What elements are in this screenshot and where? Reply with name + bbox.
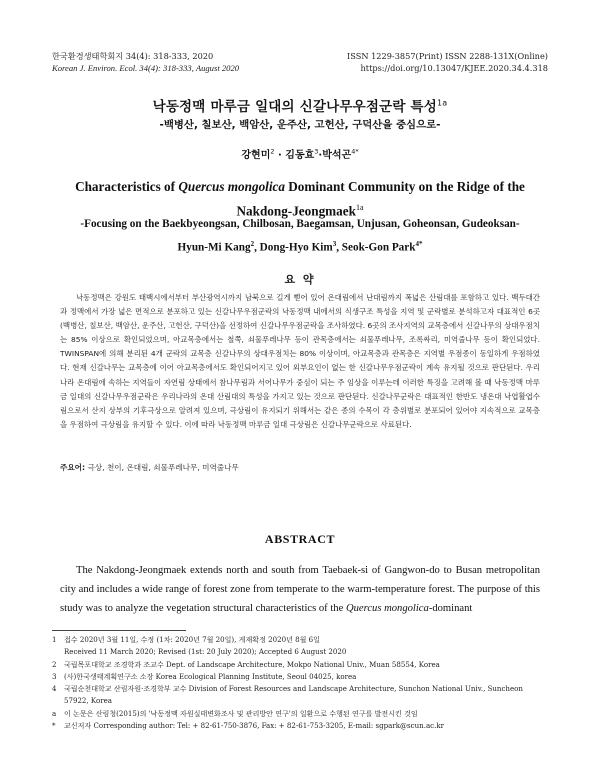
- title-kr-main: 낙동정맥 마루금 일대의 신갈나무우점군락 특성: [152, 99, 437, 115]
- footnotes: [52, 634, 548, 732]
- author-en-2: Dong-Hyo Kim: [259, 241, 333, 254]
- author-kr-1-sup: 2: [270, 147, 275, 156]
- footnote-mark: a: [52, 708, 57, 718]
- author-kr-2: 김동효: [285, 150, 315, 161]
- journal-kr-line: 한국환경생태학회지 34(4): 318-333, 2020: [52, 51, 214, 61]
- journal-en-line: Korean J. Environ. Ecol. 34(4): 318-333, August 2020: [52, 63, 240, 73]
- footnote-text: (사)한국생태계획연구소 소장 Korea Ecological Planning Institute, Seoul 04025, korea: [64, 671, 357, 681]
- footnote-mark: 4: [52, 684, 57, 694]
- authors-kr: [40, 146, 560, 161]
- abstract-en-species: Quercus mongolica: [345, 603, 429, 614]
- abstract-en-body: [60, 561, 540, 618]
- keywords-label: 주요어:: [60, 463, 86, 472]
- footnote-item: [52, 708, 548, 720]
- author-en-1-sup: 2: [250, 240, 255, 248]
- author-en-3: Seok-Gon Park: [341, 241, 416, 254]
- footnote-mark: 1: [52, 635, 57, 644]
- journal-info: [52, 50, 239, 74]
- footnote-divider: [52, 630, 186, 631]
- title-en-part2: Dominant Community on the Ridge of the: [284, 179, 525, 194]
- footnote-item: [52, 720, 548, 732]
- footnote-item: [52, 659, 548, 671]
- footnote-mark: *: [52, 721, 56, 731]
- footnote-item: [52, 634, 548, 646]
- footnote-text: 국립목포대학교 조경학과 조교수 Dept. of Landscape Architecture, Mokpo National Univ., Muan 58554, Korea: [64, 659, 440, 669]
- subtitle-kr: -백병산, 칠보산, 백암산, 운주산, 고헌산, 구덕산을 중심으로-: [159, 119, 441, 131]
- abstract-en-text-b: -dominant: [428, 603, 473, 614]
- footnote-text: 접수 2020년 3월 11일, 수정 (1차: 2020년 7월 20일), 게재확정 2020년 8월 6일: [64, 635, 320, 644]
- footnote-item: [52, 646, 548, 658]
- issn-doi: [347, 50, 548, 74]
- abstract-en-heading: ABSTRACT: [264, 532, 336, 546]
- author-kr-1: 강현미: [241, 150, 271, 161]
- footnote-mark: 3: [52, 671, 57, 681]
- author-en-3-sup: 4*: [415, 240, 423, 248]
- title-en: [40, 176, 560, 221]
- footnote-item: [52, 683, 548, 708]
- abstract-en-text-a: The Nakdong-Jeongmaek extends north and south from Taebaek-si of Gangwon-do to Busan metropolitan city and includes a wide range of forest zone from temperate to the warm-temperature forest. The purpose of this study was to analyze the vegetation structural characteristics of the: [60, 565, 540, 614]
- keywords-kr: [60, 462, 540, 473]
- footnote-text: 국립순천대학교 산림자원·조경학부 교수 Division of Forest Resources and Landscape Architecture, Sunchon National Univ., Suncheon 57922, Korea: [64, 684, 523, 706]
- title-en-sup: 1a: [355, 203, 364, 212]
- author-en-2-sup: 3: [332, 240, 337, 248]
- footnote-text: 교신저자 Corresponding author: Tel: + 82-61-750-3876, Fax: + 82-61-753-3205, E-mail: sgpark@scun.ac.kr: [64, 721, 444, 731]
- footnote-item: [52, 671, 548, 683]
- footnote-mark: 2: [52, 659, 57, 669]
- author-separator: ,: [336, 241, 342, 254]
- author-kr-3-sup: 4*: [351, 147, 359, 156]
- title-en-species: Quercus mongolica: [178, 179, 285, 194]
- author-en-1: Hyun-Mi Kang: [177, 241, 251, 254]
- keywords-list: 극상, 천이, 온대림, 쇠물푸레나무, 미역줄나무: [87, 463, 239, 472]
- author-separator: ,: [254, 241, 260, 254]
- title-en-part1: Characteristics of: [75, 179, 179, 194]
- footnote-text: Received 11 March 2020; Revised (1st: 20 July 2020); Accepted 6 August 2020: [64, 647, 347, 657]
- title-kr: [40, 95, 560, 115]
- issn: ISSN 1229-3857(Print) ISSN 2288-131X(Online): [347, 51, 548, 61]
- subtitle-en: -Focusing on the Baekbyeongsan, Chilbosan, Baegamsan, Unjusan, Goheonsan, Gudeoksan-: [80, 218, 520, 230]
- author-separator: ·: [318, 150, 323, 161]
- author-separator: ·: [278, 150, 282, 161]
- doi-link[interactable]: https://doi.org/10.13047/KJEE.2020.34.4.318: [360, 63, 548, 73]
- author-kr-3: 박석곤: [322, 150, 352, 161]
- abstract-kr-body: 낙동정맥은 강원도 태백시에서부터 부산광역시까지 남북으로 길게 뻗어 있어 온대림에서 난대림까지 폭넓은 산림대를 포함하고 있다. 백두대간과 정맥에서 가장 넓은 면적으로 분포하고 있는 신갈나무우점군락의 낙동정맥 내에서의 식생구조 특성을 지역 및 군락별로 분석하고자 대표적인 6곳(백병산, 칠보산, 백암산, 운주산, 고헌산, 구덕산)을 선정하여 신갈나무우점군락을 조사하였다. 6곳의 조사지역의 교목층에서 신갈나무의 상대우점치는 85% 이상으로 확인되었으며, 아교목층에서는 철쭉, 쇠물푸레나무 등이 관목층에서는 쇠물푸레나무, 조록싸리, 미역줄나무 등이 확인되었다. TWINSPAN에 의해 분리된 4개 군락의 교목층 신갈나무의 상대우점치는 80% 이상이며, 아교목층과 관목층은 지역별 우점종이 동일하게 우점하였다. 현재 신갈나무는 교목층에 이어 아교목층에서도 확인되어지고 있어 외부요인이 없는 한 신갈나무우점군락이 계속 유지될 것으로 판단된다. 우리나라 온대림에 속하는 지역들이 자연림 상태에서 참나무림과 서어나무가 중심이 되는 주 임상을 이루는데 이러한 특징을 고려해 볼 때 낙동정맥 마루금 일대의 신갈나무우점군락은 우리나라의 온대 산림대의 특성을 가지고 있는 것으로 판단된다. 신갈나무군락은 대표적인 한반도 냉온대 낙엽활엽수림으로서 산지 상부의 기후극상으로 알려져 있으며, 극상림이 유지되기 위해서는 같은 종의 수목이 각 층위별로 분포되어 있어야 지속적으로 교목층을 우점하여 극상림을 유지할 수 있다. 이에 따라 낙동정맥 마루금 일대 극상림은 신갈나무군락으로 사료된다.: [60, 293, 540, 429]
- authors-en: [40, 240, 560, 254]
- title-en-line2: Nakdong-Jeongmaek: [236, 203, 356, 219]
- footnote-text: 이 논문은 산림청(2015)의 '낙동정맥 자원실태변화조사 및 관리방안 연구'의 일환으로 수행된 연구를 발전시킨 것임: [64, 708, 418, 718]
- abstract-kr-heading: 요 약: [284, 273, 316, 286]
- author-kr-2-sup: 3: [314, 147, 319, 156]
- title-kr-sup: 1a: [437, 98, 448, 108]
